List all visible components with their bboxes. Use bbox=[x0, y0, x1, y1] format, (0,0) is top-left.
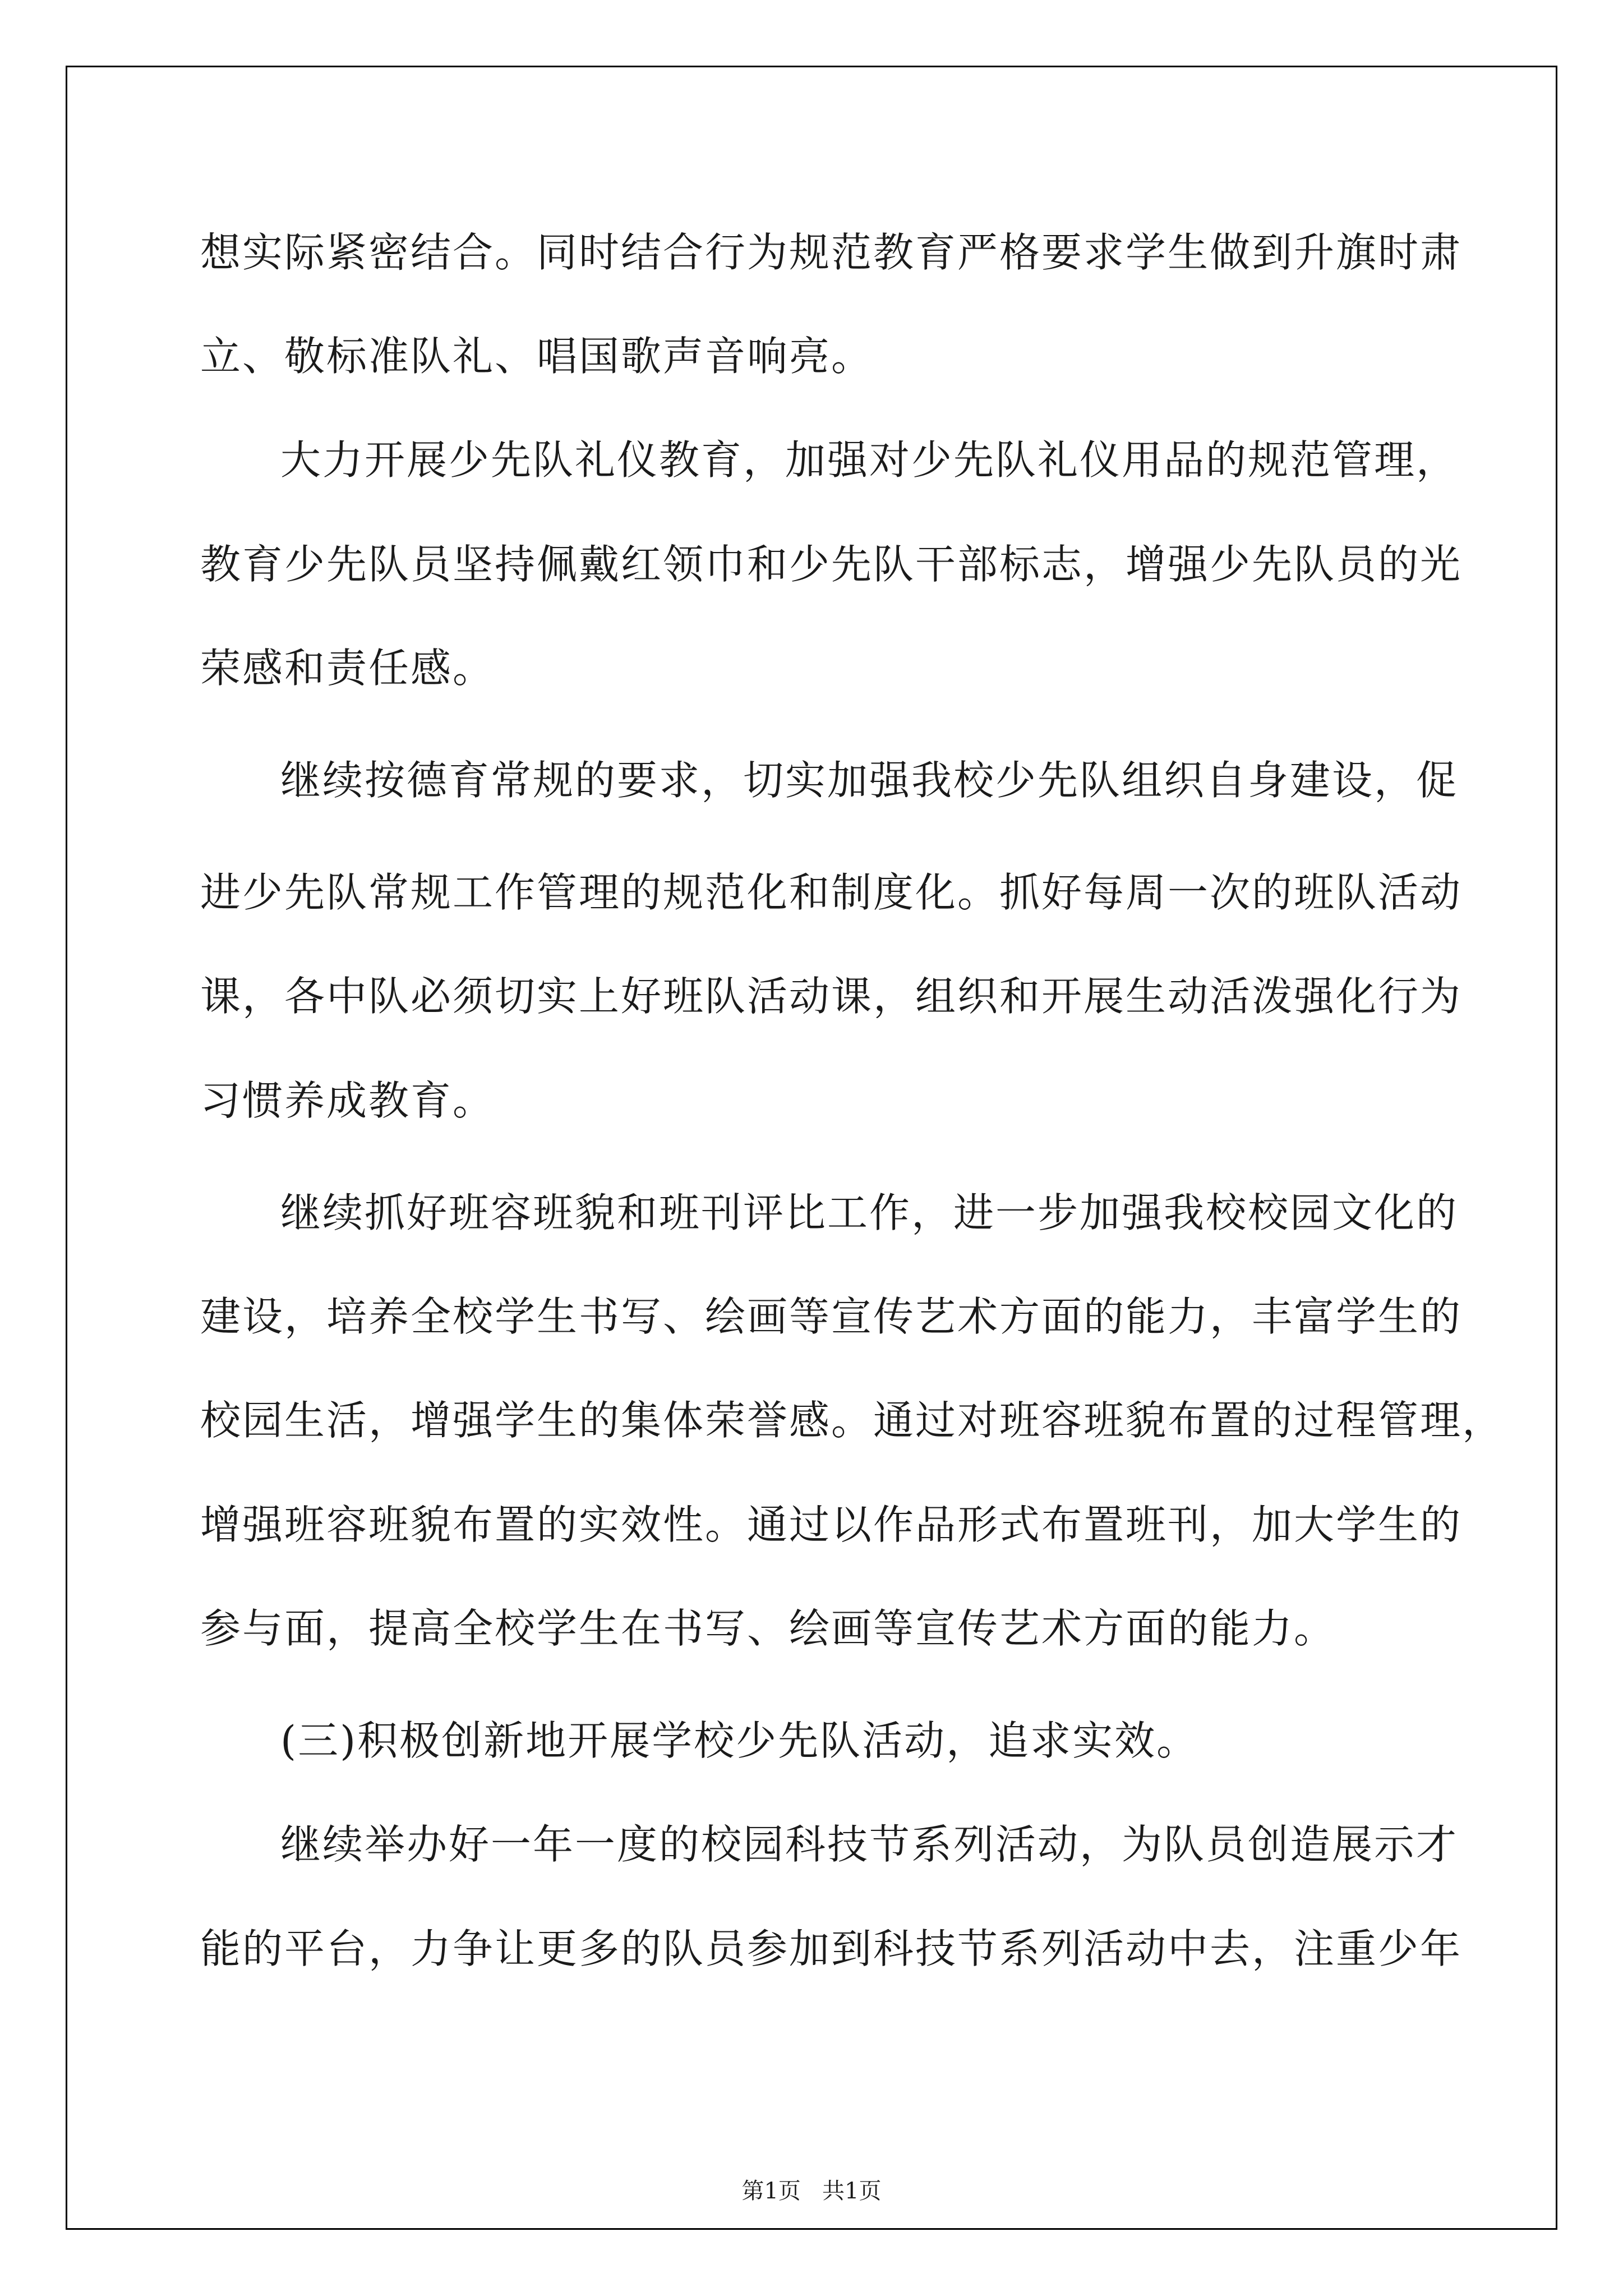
body-text-line: 教育少先队员坚持佩戴红领巾和少先队干部标志，增强少先队员的光 bbox=[200, 541, 1463, 588]
body-text-line: 课，各中队必须切实上好班队活动课，组织和开展生动活泼强化行为 bbox=[200, 973, 1463, 1020]
body-text-line: 参与面，提高全校学生在书写、绘画等宣传艺术方面的能力。 bbox=[200, 1605, 1336, 1652]
body-text-line: 想实际紧密结合。同时结合行为规范教育严格要求学生做到升旗时肃 bbox=[200, 229, 1463, 276]
body-text-line: 进少先队常规工作管理的规范化和制度化。抓好每周一次的班队活动 bbox=[200, 869, 1463, 916]
body-text-line: 立、敬标准队礼、唱国歌声音响亮。 bbox=[200, 333, 874, 380]
body-text-line: 荣感和责任感。 bbox=[200, 645, 495, 692]
page-border bbox=[66, 66, 1557, 2230]
paragraph-start-line: 大力开展少先队礼仪教育，加强对少先队礼仪用品的规范管理， bbox=[280, 436, 1459, 484]
body-text-line: 习惯养成教育。 bbox=[200, 1077, 495, 1124]
page-number-footer: 第1页 共1页 bbox=[741, 2178, 882, 2204]
paragraph-start-line: 继续按德育常规的要求，切实加强我校少先队组织自身建设，促 bbox=[280, 757, 1459, 804]
paragraph-start-line: 继续举办好一年一度的校园科技节系列活动，为队员创造展示才 bbox=[280, 1821, 1459, 1868]
body-text-line: 增强班容班貌布置的实效性。通过以作品形式布置班刊，加大学生的 bbox=[200, 1501, 1463, 1548]
body-text-line: 建设，培养全校学生书写、绘画等宣传艺术方面的能力，丰富学生的 bbox=[200, 1293, 1463, 1340]
body-text-line: 能的平台，力争让更多的队员参加到科技节系列活动中去，注重少年 bbox=[200, 1925, 1463, 1972]
section-heading-line: (三)积极创新地开展学校少先队活动，追求实效。 bbox=[280, 1717, 1199, 1764]
paragraph-start-line: 继续抓好班容班貌和班刊评比工作，进一步加强我校校园文化的 bbox=[280, 1189, 1459, 1236]
body-text-line: 校园生活，增强学生的集体荣誉感。通过对班容班貌布置的过程管理， bbox=[200, 1397, 1505, 1444]
